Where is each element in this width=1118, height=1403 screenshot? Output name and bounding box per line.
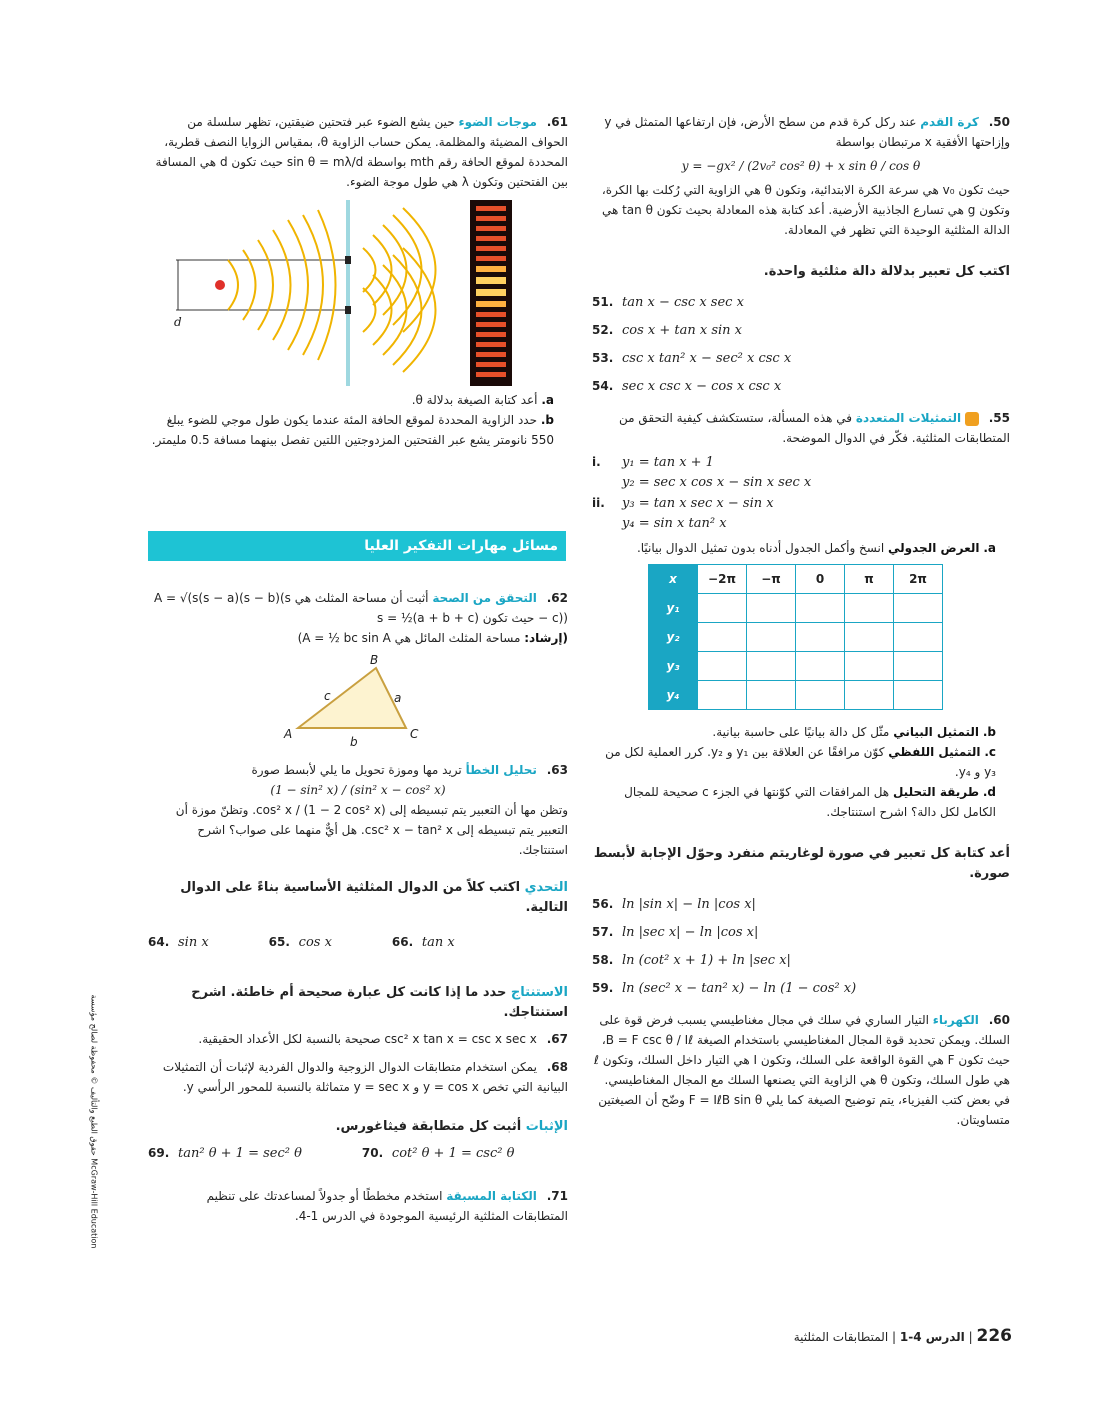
list-item: 64. sin x [148,935,209,950]
page-number: 226 [976,1326,1012,1346]
double-slit-figure [148,200,568,386]
problem-50: 50. كرة القدم عند ركل كرة قدم من سطح الأرض، فإن ارتفاعها المتمثل في y وإزاحتها الأفقية x مرتبطان بواسطة y = −gx² / (2v₀² cos² θ) + x sin θ / cos θ حيث تكون v₀ هي سرعة الكرة الابتدائية، وتكون θ هي الزاوية التي رُكلت بها الكرة، وتكون g هي تسارع الجاذبية الأرضية. أعد كتابة هذه المعادلة بحيث تكون tan θ هي الدالة المثلثية الوحيدة التي تظهر في المعادلة. [592,112,1010,240]
list-item: 69. tan² θ + 1 = sec² θ [148,1146,302,1161]
reasoning-heading: الاستنتاج حدد ما إذا كانت كل عبارة صحيحة أم خاطئة. اشرح استنتاجك. [191,985,568,1020]
table-header: 0 [796,565,845,594]
part-c: c. التمثيل اللفظي كوّن مرافقًا عن العلاقة بين y₁ و y₂. كرر العملية لكل من y₃ و y₄. [605,745,996,779]
table-header: 2π [894,565,943,594]
part-b: b. التمثيل البياني مثّل كل دالة بيانيًا على حاسبة بيانية. [712,725,996,739]
heading-56: أعد كتابة كل تعبير في صورة لوغاريتم منفرد وحوّل الإجابة لأبسط صورة. [593,846,1010,881]
table-header: π [845,565,894,594]
table-row: y₁ [649,594,943,623]
table-row: y₂ [649,623,943,652]
table-header: x [649,565,698,594]
vertex-a: A [284,727,293,741]
list-item: 53. csc x tan² x − sec² x csc x [592,351,792,366]
table-header: −π [747,565,796,594]
left-column [148,112,568,450]
list-64 [148,932,568,953]
list-item: 59. ln (sec² x − tan² x) − ln (1 − cos² x) [592,981,857,996]
list-56 [592,890,1010,1002]
list-item: 70. cot² θ + 1 = csc² θ [361,1146,515,1161]
part-d: d. طريقة التحليل هل المرافقات التي كوّنتها في الجزء c صحيحة للمجال الكامل لكل دالة؟ اشرح استنتاجك. [624,785,996,819]
side-b: b [350,735,358,749]
vertex-c: C [410,727,419,741]
problem-60: 60. الكهرباء التيار الساري في سلك في مجال مغناطيسي يسبب فرض قوة على السلك. ويمكن تحديد قوة المجال المغناطيسي باستخدام الصيغة B = F csc θ / Iℓ، حيث تكون F هي القوة الواقعة على السلك، وتكون I هي التيار داخل السلك، وتكون ℓ هي طول السلك، وتكون θ هي الزاوية التي يصنعها السلك مع المجال المغناطيسي. في بعض كتب الفيزياء، يتم توضيح الصيغة كما يلي F = IℓB sin θ وضّح أن الصيغتين متساويتان. [594,1013,1010,1127]
list-item: 66. tan x [391,935,455,950]
list-item: 65. cos x [268,935,332,950]
lesson-title: المتطابقات المثلثية [793,1330,889,1344]
vertex-b: B [370,653,379,667]
list-69 [148,1143,568,1164]
multiple-representations-icon [965,412,979,426]
problem-71: 71. الكتابة المسبقة استخدم مخططًا أو جدولاً لمساعدتك على تنظيم المتطابقات المثلثية الرئيسية الموجودة في الدرس 1-4. [206,1189,568,1223]
right-column [592,112,1010,1138]
formula-50: y = −gx² / (2v₀² cos² θ) + x sin θ / cos θ [681,159,921,173]
functions-list: i. y₁ = tan x + 1 y₂ = sec x cos x − sin x sec x ii. y₃ = tan x sec x − sin x y₄ = sin x tan² x [592,455,812,531]
problem-67: 67. csc² x tan x = csc x sec x صحيحة بالنسبة لكل الأعداد الحقيقية. [198,1032,568,1046]
problem-55: 55. التمثيلات المتعددة في هذه المسألة، ستستكشف كيفية التحقق من المتطابقات المثلثية. فكّر في الدوال الموضحة. i. y₁ = tan x + 1 y₂ = sec x cos x − sin x sec x ii. y₃ = tan x sec x − sin x y₄ = sin x tan² x a. العرض الجدولي انسخ وأكمل الجدول أدناه بدون تمثيل الدوال بيانيًا. x −2π −π 0 π 2π y₁ y₂ y₃ y₄ b. التمثيل البياني مثّل كل دالة بيانيًا على حاسبة بيانية. c. التمثيل اللفظي كوّن مرافقًا عن العلاقة بين y₁ و y₂. كرر العملية لكل من y₃ و y₄. d. طريقة التحليل هل المرافقات التي كوّنتها في الجزء c صحيحة للمجال الكامل لكل دالة؟ اشرح استنتاجك. [592,408,1010,822]
side-a: a [394,691,402,705]
values-table [648,564,943,710]
part-a: a. العرض الجدولي انسخ وأكمل الجدول أدناه بدون تمثيل الدوال بيانيًا. [636,541,996,555]
heading-51: اكتب كل تعبير بدلالة دالة مثلثية واحدة. [763,264,1010,279]
side-c: c [324,689,331,703]
list-item: 54. sec x csc x − cos x csc x [592,379,782,394]
list-item: 57. ln |sec x| − ln |cos x| [592,925,759,940]
list-item: 58. ln (cot² x + 1) + ln |sec x| [592,953,791,968]
part-61b: b. حدد الزاوية المحددة لموقع الحافة المئة عندما يكون طول موجي للضوء يبلغ 550 نانومتر يشع عبر الفتحتين المزدوجتين اللتين تفصل بينهما مسافة 0.5 مليمتر. [151,413,554,447]
problem-63: 63. تحليل الخطأ تريد مها وموزة تحويل ما يلي لأبسط صورة (1 − sin² x) / (sin² x − cos² x) وتظن مها أن التعبير يتم تبسيطه إلى cos² x / (1 − 2 cos² x). وتظنّ موزة أن التعبير يتم تبسيطه إلى csc² x − tan² x. هل أيٌّ منهما على صواب؟ اشرح استنتاجك. [175,763,568,857]
list-item: 51. tan x − csc x sec x [592,295,744,310]
problem-68: 68. يمكن استخدام متطابقات الدوال الزوجية والدوال الفردية لإثبات أن التمثيلات البيانية التي تخص y = cos x و y = sec x متماثلة بالنسبة للمحور الرأسي y. [162,1060,568,1094]
part-61a: a. أعد كتابة الصيغة بدلالة θ. [411,393,554,407]
table-row: y₄ [649,681,943,710]
problem-61: 61. موجات الضوء حين يشع الضوء عبر فتحتين ضيقتين، تظهر سلسلة من الحواف المضيئة والمظلمة. يمكن حساب الزاوية θ، بمقياس الزوايا النصف قطرية، المحددة لموقع الحافة رقم mth بواسطة sin θ = mλ/d حيث تكون d هي المسافة بين الفتحتين وتكون λ هي طول موجة الضوء. [155,115,568,189]
problem-62: 62. التحقق من الصحة أثبت أن مساحة المثلث هي A = √(s(s − a)(s − b)(s − c)) حيث تكون s = ½(a + b + c) (إرشاد: مساحة المثلث المائل هي A = ½ bc sin A) [153,591,568,645]
list-item: 56. ln |sin x| − ln |cos x| [592,897,756,912]
challenge-heading: التحدي اكتب كلاً من الدوال المثلثية الأساسية بناءً على الدوال التالية. [180,880,568,915]
double-slit-diagram [148,200,568,386]
table-row: y₃ [649,652,943,681]
table-wrapper [592,564,1010,710]
table-header: −2π [698,565,747,594]
triangle-figure [148,653,568,749]
left-column-lower [148,588,568,1234]
proof-heading: الإثبات أثبت كل متطابقة فيثاغورس. [335,1119,568,1134]
list-item: 52. cos x + tan x sin x [592,323,743,338]
section-banner: مسائل مهارات التفكير العليا [148,531,566,561]
page-footer: 226 | الدرس 4-1 | المتطابقات المثلثية [793,1326,1012,1346]
list-51 [592,288,1010,400]
lesson-label: الدرس 4-1 [899,1330,965,1344]
distance-label: d [174,315,182,329]
copyright-side: حقوق الطبع والتأليف © محفوظة لصالح مؤسسة McGraw-Hill Education [89,994,99,1249]
